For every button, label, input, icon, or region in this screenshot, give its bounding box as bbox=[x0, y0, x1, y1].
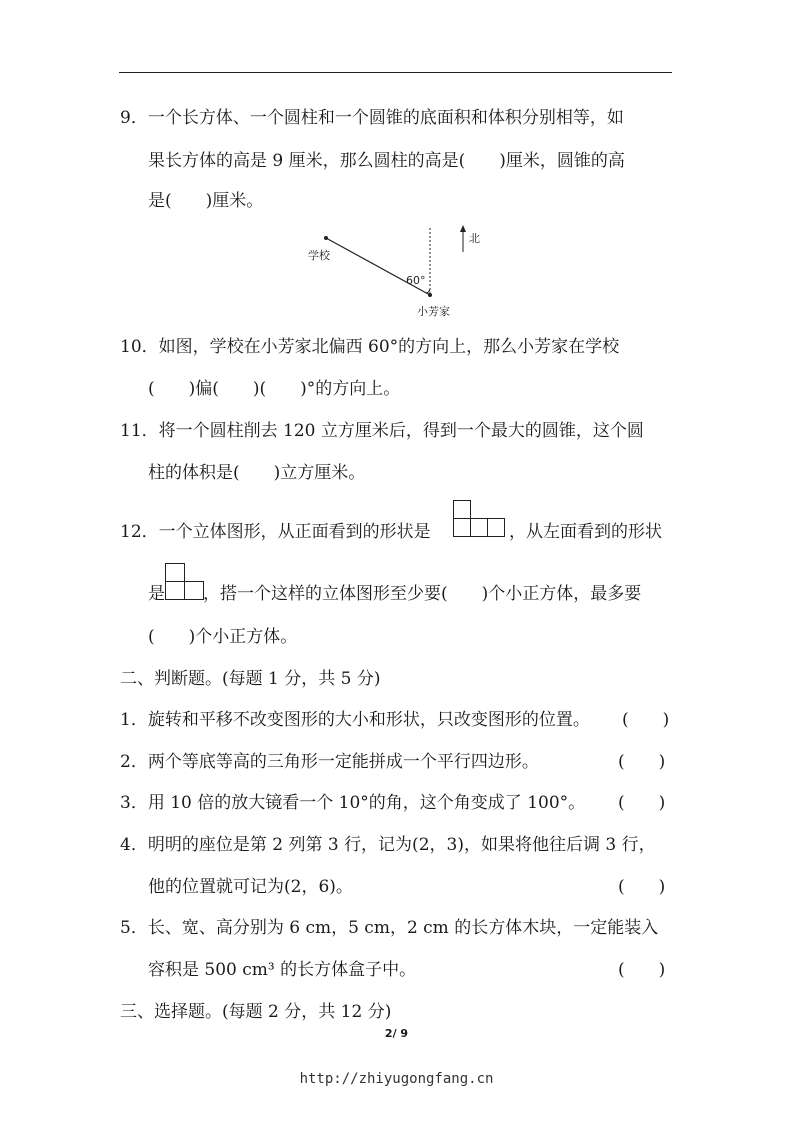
judge-item-4-text: 4．明明的座位是第 2 列第 3 行，记为(2，3)，如果将他往后调 3 行， bbox=[120, 835, 656, 855]
home-point bbox=[428, 293, 432, 297]
left-view-figure bbox=[165, 563, 205, 601]
q12-line-1b: ，从左面看到的形状 bbox=[509, 522, 662, 542]
footer-url[interactable]: http://zhiyugongfang.cn bbox=[299, 1071, 494, 1087]
judge-item-3-bracket[interactable]: ( ) bbox=[618, 793, 666, 813]
section2-heading: 二、判断题。(每题 1 分，共 5 分) bbox=[120, 669, 381, 689]
q11-line-2: 柱的体积是( )立方厘米。 bbox=[148, 463, 366, 483]
judge-item-4-bracket[interactable]: ( ) bbox=[618, 877, 666, 897]
q12-line-1a: 12．一个立体图形，从正面看到的形状是 bbox=[120, 522, 431, 542]
header-rule bbox=[119, 72, 672, 73]
judge-item-5-cont: 容积是 500 cm³ 的长方体盒子中。 bbox=[148, 960, 417, 980]
q9-line-3: 是( )厘米。 bbox=[148, 191, 264, 211]
judge-item-2-bracket[interactable]: ( ) bbox=[618, 752, 666, 772]
q10-line-2: ( )偏( )( )°的方向上。 bbox=[148, 379, 401, 399]
north-label: 北 bbox=[469, 232, 480, 245]
judge-item-3-text: 3．用 10 倍的放大镜看一个 10°的角，这个角变成了 100°。 bbox=[120, 793, 586, 813]
direction-diagram bbox=[300, 222, 500, 322]
front-view-figure bbox=[453, 500, 507, 538]
school-label: 学校 bbox=[308, 249, 330, 262]
angle-label: 60° bbox=[406, 274, 426, 287]
home-label: 小芳家 bbox=[417, 305, 450, 318]
judge-item-2-text: 2．两个等底等高的三角形一定能拼成一个平行四边形。 bbox=[120, 752, 539, 772]
q12-line-3: ( )个小正方体。 bbox=[148, 627, 298, 647]
page-number: 2/ 9 bbox=[384, 1027, 409, 1040]
judge-item-5-bracket[interactable]: ( ) bbox=[618, 960, 666, 980]
judge-item-1-text: 1．旋转和平移不改变图形的大小和形状，只改变图形的位置。 bbox=[120, 710, 590, 730]
north-arrow-icon bbox=[460, 225, 466, 232]
q10-line-1: 10．如图，学校在小芳家北偏西 60°的方向上，那么小芳家在学校 bbox=[120, 337, 620, 357]
section3-heading: 三、选择题。(每题 2 分，共 12 分) bbox=[120, 1002, 392, 1022]
q9-line-2: 果长方体的高是 9 厘米，那么圆柱的高是( )厘米，圆锥的高 bbox=[148, 151, 625, 171]
q9-line-1: 9．一个长方体、一个圆柱和一个圆锥的底面积和体积分别相等，如 bbox=[120, 108, 624, 128]
q12-line-2a: 是 bbox=[148, 584, 165, 604]
q11-line-1: 11．将一个圆柱削去 120 立方厘米后，得到一个最大的圆锥，这个圆 bbox=[120, 421, 644, 441]
judge-item-1-bracket[interactable]: ( ) bbox=[622, 710, 670, 730]
q12-line-2b: ，搭一个这样的立体图形至少要( )个小正方体，最多要 bbox=[203, 584, 642, 604]
judge-item-5-text: 5．长、宽、高分别为 6 cm，5 cm，2 cm 的长方体木块，一定能装入 bbox=[120, 918, 659, 938]
judge-item-4-cont: 他的位置就可记为(2，6)。 bbox=[148, 877, 353, 897]
angle-arc bbox=[426, 289, 430, 293]
